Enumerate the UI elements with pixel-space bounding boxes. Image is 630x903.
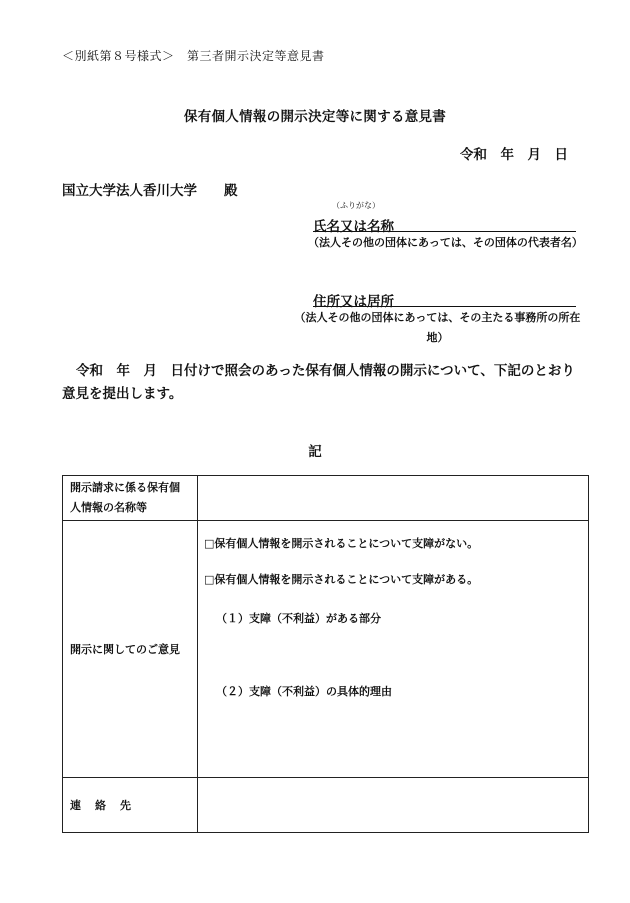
table-row — [63, 476, 589, 521]
name-underline — [313, 231, 576, 232]
option-no-objection[interactable]: □保有個人情報を開示されることについて支障がない。 — [204, 537, 479, 550]
ki-heading: 記 — [308, 444, 322, 460]
sub-item-2: （２）支障（不利益）の具体的理由 — [216, 685, 392, 698]
opinion-cell[interactable] — [198, 521, 589, 778]
option-objection[interactable]: □保有個人情報を開示されることについて支障がある。 — [204, 573, 479, 586]
address-label: 住所又は居所 — [313, 294, 394, 310]
contact-value-cell[interactable] — [198, 778, 589, 833]
table-row — [63, 521, 589, 778]
row3-label: 連絡先 — [63, 778, 198, 833]
address-note: （法人その他の団体にあっては、その主たる事務所の所在地） — [294, 311, 581, 344]
address-underline — [313, 306, 576, 307]
name-note: （法人その他の団体にあっては、その団体の代表者名） — [308, 236, 583, 249]
sub-item-1: （１）支障（不利益）がある部分 — [216, 612, 381, 625]
row1-label: 開示請求に係る保有個人情報の名称等 — [63, 476, 198, 521]
form-number-label: ＜別紙第８号様式＞ 第三者開示決定等意見書 — [62, 49, 325, 63]
addressee: 国立大学法人香川大学 殿 — [62, 183, 238, 199]
opinion-table — [62, 475, 589, 833]
row1-value-cell[interactable] — [198, 476, 589, 521]
body-paragraph: 令和 年 月 日付けで照会のあった保有個人情報の開示について、下記のとおり意見を提出します。 — [62, 363, 575, 402]
furigana-label: （ふりがな） — [332, 201, 380, 210]
name-label: 氏名又は名称 — [313, 219, 394, 235]
date-line: 令和 年 月 日 — [460, 147, 568, 163]
table-row — [63, 778, 589, 833]
row2-label: 開示に関してのご意見 — [63, 521, 198, 778]
document-title: 保有個人情報の開示決定等に関する意見書 — [183, 109, 447, 125]
